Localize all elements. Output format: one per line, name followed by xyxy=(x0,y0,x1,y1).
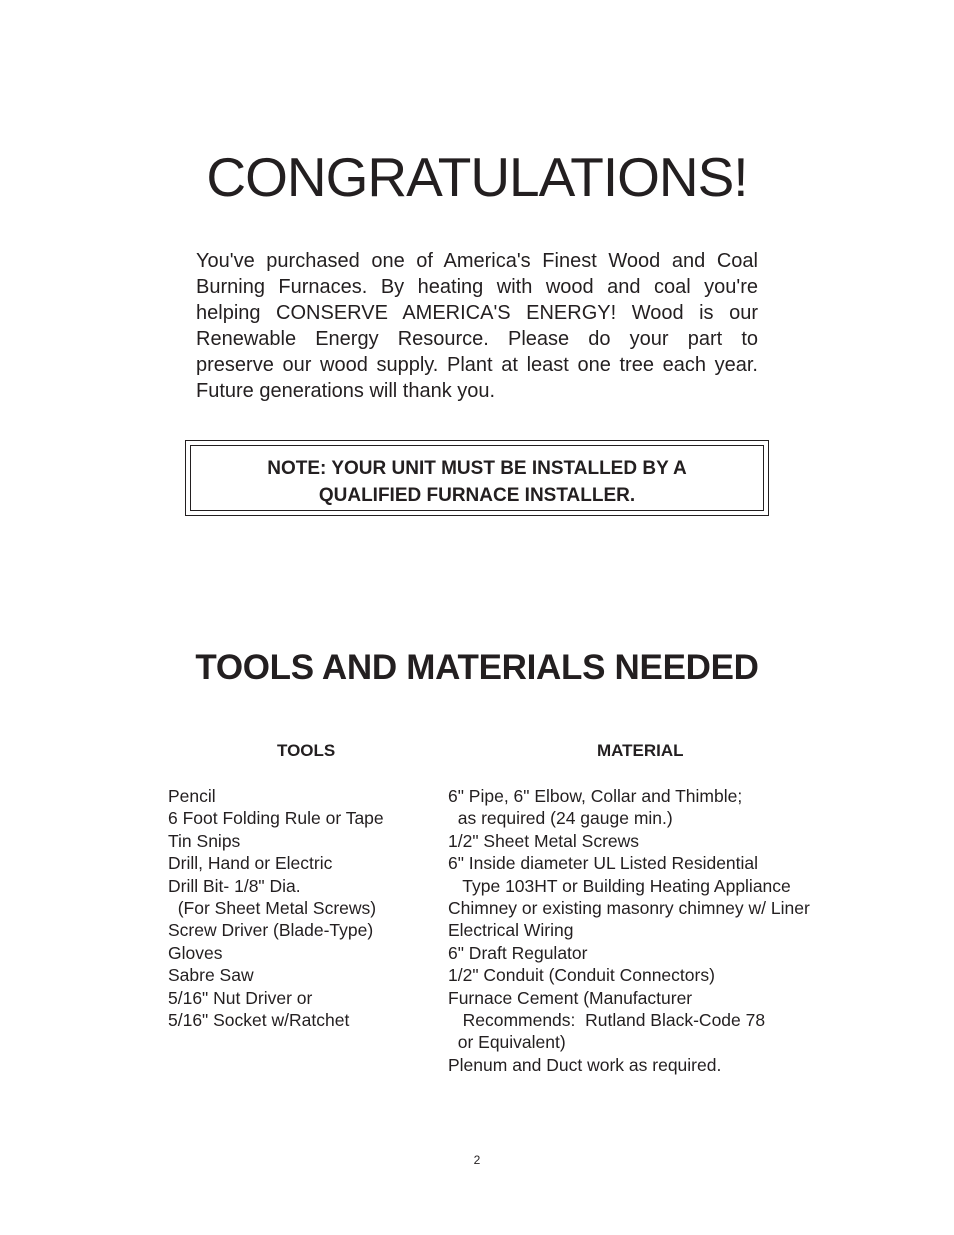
page-number: 2 xyxy=(473,1153,481,1167)
material-list-item: Chimney or existing masonry chimney w/ Liner xyxy=(448,897,810,918)
intro-line: Burning Furnaces. By heating with wood and coal you're xyxy=(196,276,758,298)
tools-list-item: Drill Bit- 1/8" Dia. xyxy=(168,875,301,896)
material-list-item: Plenum and Duct work as required. xyxy=(448,1054,722,1075)
tools-list-item: (For Sheet Metal Screws) xyxy=(168,897,377,918)
section-heading: TOOLS AND MATERIALS NEEDED xyxy=(195,648,759,687)
tools-list-item: Drill, Hand or Electric xyxy=(168,853,333,874)
tools-list xyxy=(168,785,384,1031)
intro-line: preserve our wood supply. Plant at least one tree each year. xyxy=(196,354,758,376)
intro-line: You've purchased one of America's Finest Wood and Coal xyxy=(196,250,758,272)
page-title: CONGRATULATIONS! xyxy=(206,146,748,208)
intro-line: Renewable Energy Resource. Please do your part to xyxy=(196,328,758,350)
tools-list-item: Screw Driver (Blade-Type) xyxy=(168,920,374,941)
material-list-item: Electrical Wiring xyxy=(448,920,574,941)
tools-column-heading: TOOLS xyxy=(277,741,336,760)
material-list xyxy=(448,785,810,1076)
installer-note-line: NOTE: YOUR UNIT MUST BE INSTALLED BY A xyxy=(267,458,687,479)
tools-list-item: Gloves xyxy=(168,942,223,963)
intro-line: Future generations will thank you. xyxy=(196,380,496,402)
material-column-heading: MATERIAL xyxy=(597,741,684,760)
intro-line: helping CONSERVE AMERICA'S ENERGY! Wood is our xyxy=(196,302,758,324)
tools-list-item: 5/16" Nut Driver or xyxy=(168,987,313,1008)
material-list-item: 6" Inside diameter UL Listed Residential xyxy=(448,853,759,874)
tools-list-item: Tin Snips xyxy=(168,830,241,851)
material-list-item: Furnace Cement (Manufacturer xyxy=(448,987,693,1008)
tools-list-item: 6 Foot Folding Rule or Tape xyxy=(168,808,384,829)
intro-paragraph xyxy=(196,248,758,404)
material-list-item: 6" Draft Regulator xyxy=(448,942,588,963)
material-list-item: 1/2" Conduit (Conduit Connectors) xyxy=(448,965,715,986)
material-list-item: or Equivalent) xyxy=(448,1032,566,1053)
tools-list-item: Sabre Saw xyxy=(168,965,254,986)
installer-note-box xyxy=(185,440,769,516)
material-list-item: 1/2" Sheet Metal Screws xyxy=(448,830,640,851)
tools-list-item: Pencil xyxy=(168,786,216,806)
material-list-item: 6" Pipe, 6" Elbow, Collar and Thimble; xyxy=(448,786,743,806)
installer-note-line: QUALIFIED FURNACE INSTALLER. xyxy=(318,485,636,506)
installer-note-inner-border xyxy=(190,445,764,511)
tools-list-item: 5/16" Socket w/Ratchet xyxy=(168,1009,350,1030)
material-list-item: as required (24 gauge min.) xyxy=(448,808,673,829)
material-list-item: Type 103HT or Building Heating Appliance xyxy=(448,875,791,896)
material-list-item: Recommends: Rutland Black-Code 78 xyxy=(448,1009,766,1030)
